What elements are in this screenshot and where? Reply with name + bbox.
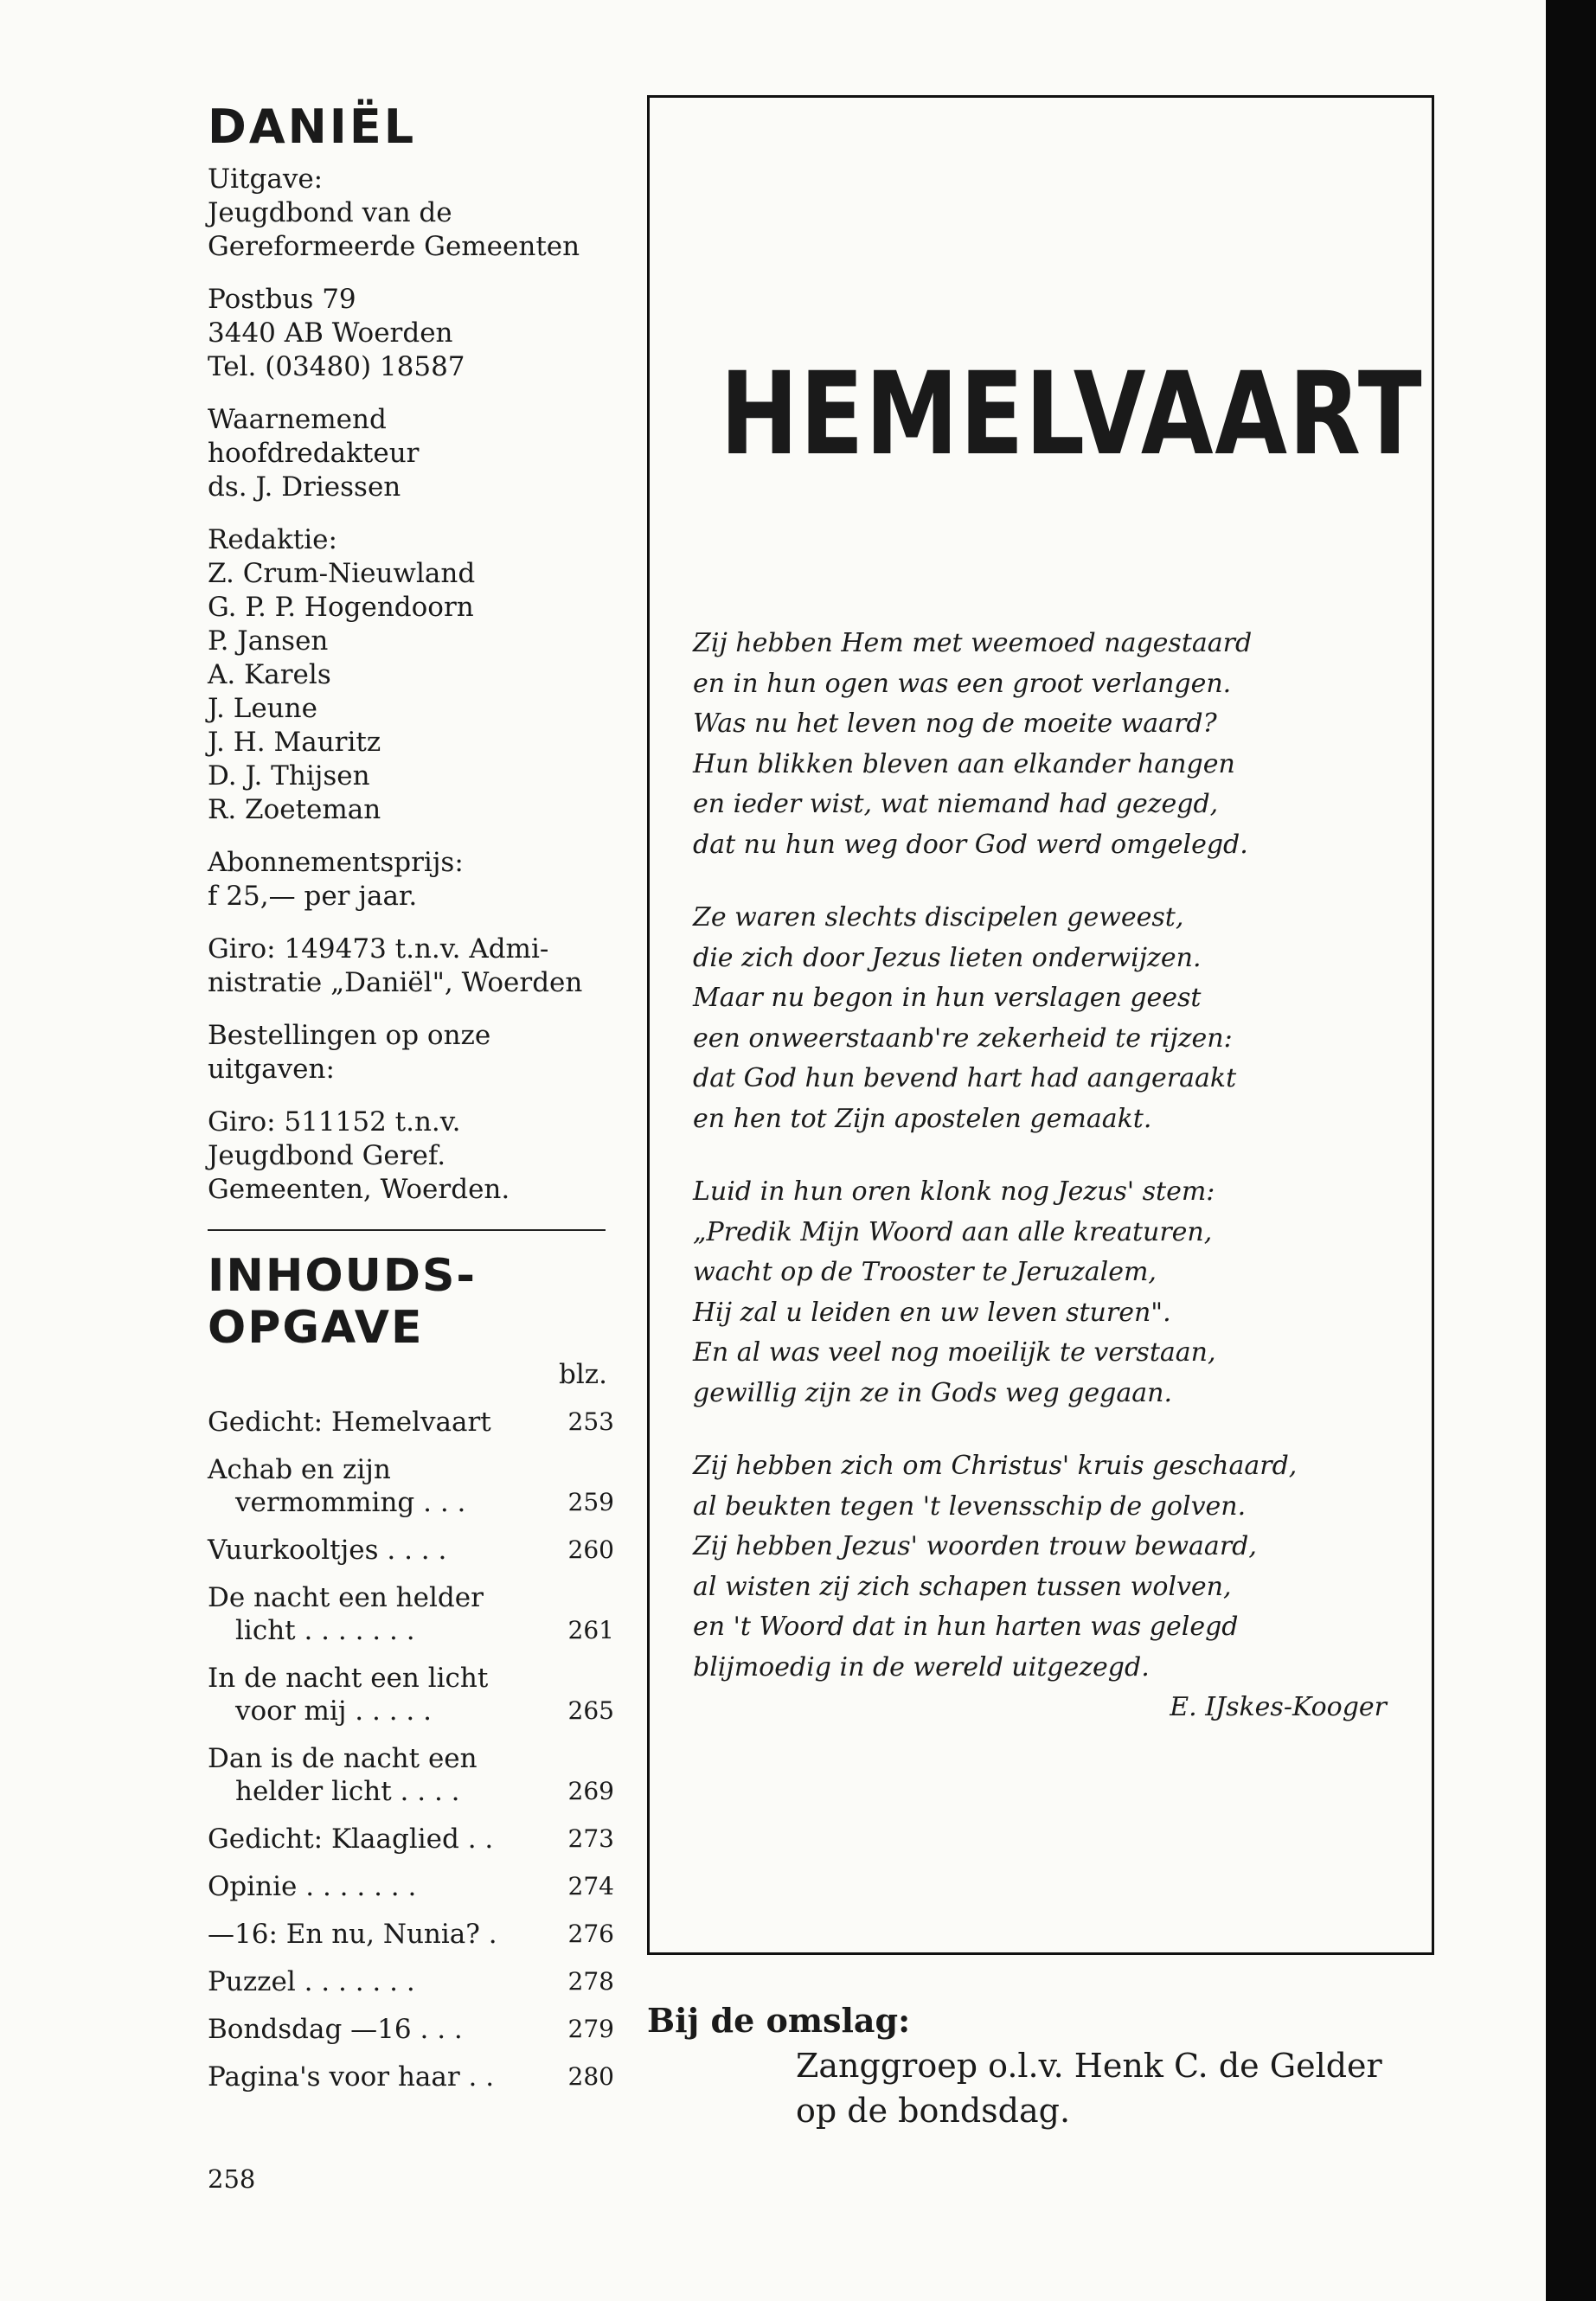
giro-admin-block <box>208 933 614 1000</box>
giro-orders-block <box>208 1106 614 1207</box>
editorial-label: Redaktie: <box>208 524 337 555</box>
orders-block <box>208 1019 614 1086</box>
editorial-block <box>208 523 614 827</box>
toc-entry-page: 253 <box>567 1407 614 1436</box>
toc-title-line: INHOUDS- <box>208 1250 478 1302</box>
toc-entry-title: Gedicht: Klaaglied . . <box>208 1823 494 1855</box>
toc-entry-title-cont: helder licht . . . . <box>235 1776 460 1807</box>
poem-line: Ze waren slechts discipelen geweest, <box>693 902 1184 933</box>
toc-entry-title-cont: voor mij . . . . . <box>235 1695 432 1727</box>
magazine-title: DANIËL <box>208 99 417 154</box>
toc-entry-title: Gedicht: Hemelvaart <box>208 1407 491 1438</box>
poem-line: en ieder wist, wat niemand had gezegd, <box>693 789 1219 819</box>
table-of-contents <box>208 1406 614 2093</box>
publisher-line: Jeugdbond van de <box>208 197 452 228</box>
poem-stanza <box>693 624 1402 865</box>
toc-entry-title: Achab en zijn <box>208 1454 391 1485</box>
toc-entry <box>208 1581 614 1647</box>
editor-name: P. Jansen <box>208 625 329 657</box>
poem-title: HEMELVAART <box>720 348 1424 481</box>
chief-editor-line: hoofdredakteur <box>208 438 420 469</box>
poem-line: dat nu hun weg door God werd omgelegd. <box>693 829 1248 860</box>
poem-line: Hij zal u leiden en uw leven sturen". <box>693 1297 1171 1328</box>
poem-line: al wisten zij zich schapen tussen wolven, <box>693 1571 1232 1602</box>
cover-caption-label: Bij de omslag: <box>647 2001 911 2040</box>
page-number: 258 <box>208 2164 256 2194</box>
toc-entry-title: Puzzel . . . . . . . <box>208 1966 415 1997</box>
toc-entry-title: In de nacht een licht <box>208 1663 489 1694</box>
toc-entry-page: 265 <box>567 1696 614 1725</box>
subscription-block <box>208 846 614 913</box>
toc-entry-page: 280 <box>567 2062 614 2091</box>
toc-entry <box>208 1965 614 1998</box>
poem-line: die zich door Jezus lieten onderwijzen. <box>693 942 1202 973</box>
cover-caption-line: op de bondsdag. <box>796 2092 1071 2130</box>
toc-entry-page: 279 <box>567 2015 614 2043</box>
poem-line: en 't Woord dat in hun harten was gelegd <box>693 1612 1239 1642</box>
editor-name: A. Karels <box>208 659 331 690</box>
address-line: 3440 AB Woerden <box>208 317 453 349</box>
giro-orders-line: Gemeenten, Woerden. <box>208 1174 510 1205</box>
poem-line: en in hun ogen was een groot verlangen. <box>693 668 1232 699</box>
giro-orders-line: Jeugdbond Geref. <box>208 1140 446 1171</box>
subscription-line: f 25,— per jaar. <box>208 881 418 912</box>
toc-entry-page: 274 <box>567 1872 614 1900</box>
toc-entry <box>208 1742 614 1808</box>
toc-entry <box>208 1662 614 1727</box>
poem-stanza <box>693 1172 1402 1413</box>
poem-line: dat God hun bevend hart had aangeraakt <box>693 1063 1237 1093</box>
toc-entry-title: Bondsdag —16 . . . <box>208 2014 463 2045</box>
poem-line: en hen tot Zijn apostelen gemaakt. <box>693 1103 1152 1134</box>
toc-entry-page: 259 <box>567 1488 614 1516</box>
toc-entry <box>208 1823 614 1856</box>
toc-entry-title: Vuurkooltjes . . . . <box>208 1535 447 1566</box>
poem-line: gewillig zijn ze in Gods weg gegaan. <box>693 1377 1172 1408</box>
toc-entry-page: 278 <box>567 1967 614 1996</box>
toc-entry-page: 260 <box>567 1535 614 1564</box>
cover-caption <box>647 1998 1382 2133</box>
giro-orders-line: Giro: 511152 t.n.v. <box>208 1106 461 1138</box>
poem-body <box>693 624 1402 1721</box>
toc-entry-title: Dan is de nacht een <box>208 1743 478 1774</box>
address-line: Postbus 79 <box>208 284 356 315</box>
editor-name: G. P. P. Hogendoorn <box>208 592 474 623</box>
toc-entry-page: 269 <box>567 1777 614 1805</box>
scan-edge-bar <box>1546 0 1596 2301</box>
toc-entry-title: Pagina's voor haar . . <box>208 2061 495 2093</box>
toc-entry-title: —16: En nu, Nunia? . <box>208 1919 497 1950</box>
poem-frame <box>647 95 1434 1955</box>
toc-entry-page: 276 <box>567 1920 614 1948</box>
address-block <box>208 283 614 384</box>
toc-entry-title: Opinie . . . . . . . <box>208 1871 417 1902</box>
toc-entry <box>208 1406 614 1439</box>
editor-name: Z. Crum-Nieuwland <box>208 558 476 589</box>
publisher-block <box>208 163 614 264</box>
toc-entry-title: De nacht een helder <box>208 1582 484 1613</box>
toc-entry-page: 273 <box>567 1824 614 1853</box>
poem-line: Maar nu begon in hun verslagen geest <box>693 983 1202 1013</box>
poem-stanza <box>693 1446 1402 1688</box>
poem-line: Was nu het leven nog de moeite waard? <box>693 708 1217 739</box>
poem-line: Zij hebben zich om Christus' kruis geschaard, <box>693 1451 1298 1481</box>
publisher-line: Uitgave: <box>208 163 324 195</box>
toc-entry <box>208 2013 614 2046</box>
poem-line: Zij hebben Jezus' woorden trouw bewaard, <box>693 1531 1257 1561</box>
address-line: Tel. (03480) 18587 <box>208 351 465 382</box>
toc-entry-title-cont: licht . . . . . . . <box>235 1615 415 1646</box>
toc-entry <box>208 1534 614 1567</box>
left-column <box>208 99 614 2108</box>
poem-line: een onweerstaanb're zekerheid te rijzen: <box>693 1022 1233 1054</box>
toc-entry-title-cont: vermomming . . . <box>235 1487 466 1518</box>
toc-title <box>208 1250 614 1354</box>
poem-line: al beukten tegen 't levensschip de golven. <box>693 1490 1247 1522</box>
poem-line: „Predik Mijn Woord aan alle kreaturen, <box>693 1216 1213 1247</box>
poem-line: wacht op de Trooster te Jeruzalem, <box>693 1257 1157 1287</box>
poem-line: blijmoedig in de wereld uitgezegd. <box>693 1651 1150 1682</box>
publisher-line: Gereformeerde Gemeenten <box>208 231 580 262</box>
cover-caption-line: Zanggroep o.l.v. Henk C. de Gelder <box>796 2047 1382 2085</box>
editor-name: J. Leune <box>208 693 317 724</box>
giro-admin-line: Giro: 149473 t.n.v. Admi- <box>208 933 549 965</box>
editor-name: J. H. Mauritz <box>208 727 381 758</box>
toc-entry <box>208 1918 614 1951</box>
toc-title-line: OPGAVE <box>208 1302 424 1354</box>
chief-editor-line: ds. J. Driessen <box>208 471 401 503</box>
orders-line: uitgaven: <box>208 1054 335 1085</box>
poem-line: En al was veel nog moeilijk te verstaan, <box>693 1337 1216 1368</box>
cover-caption-text <box>647 2043 1382 2133</box>
poem-line: Luid in hun oren klonk nog Jezus' stem: <box>693 1176 1215 1207</box>
poem-stanza <box>693 898 1402 1139</box>
poem-line: Hun blikken bleven aan elkander hangen <box>693 748 1235 779</box>
toc-entry <box>208 1453 614 1519</box>
poem-line: Zij hebben Hem met weemoed nagestaard <box>693 628 1253 658</box>
toc-entry-page: 261 <box>567 1616 614 1644</box>
poem-author: E. IJskes-Kooger <box>1170 1692 1387 1722</box>
orders-line: Bestellingen op onze <box>208 1020 491 1051</box>
page-column-label: blz. <box>559 1359 607 1390</box>
chief-editor-block <box>208 403 614 504</box>
toc-entry <box>208 2061 614 2093</box>
giro-admin-line: nistratie „Daniël", Woerden <box>208 967 583 998</box>
toc-entry <box>208 1870 614 1903</box>
editor-name: D. J. Thijsen <box>208 760 370 792</box>
chief-editor-line: Waarnemend <box>208 404 387 435</box>
subscription-line: Abonnementsprijs: <box>208 847 464 878</box>
section-divider <box>208 1229 606 1231</box>
editor-name: R. Zoeteman <box>208 794 381 825</box>
